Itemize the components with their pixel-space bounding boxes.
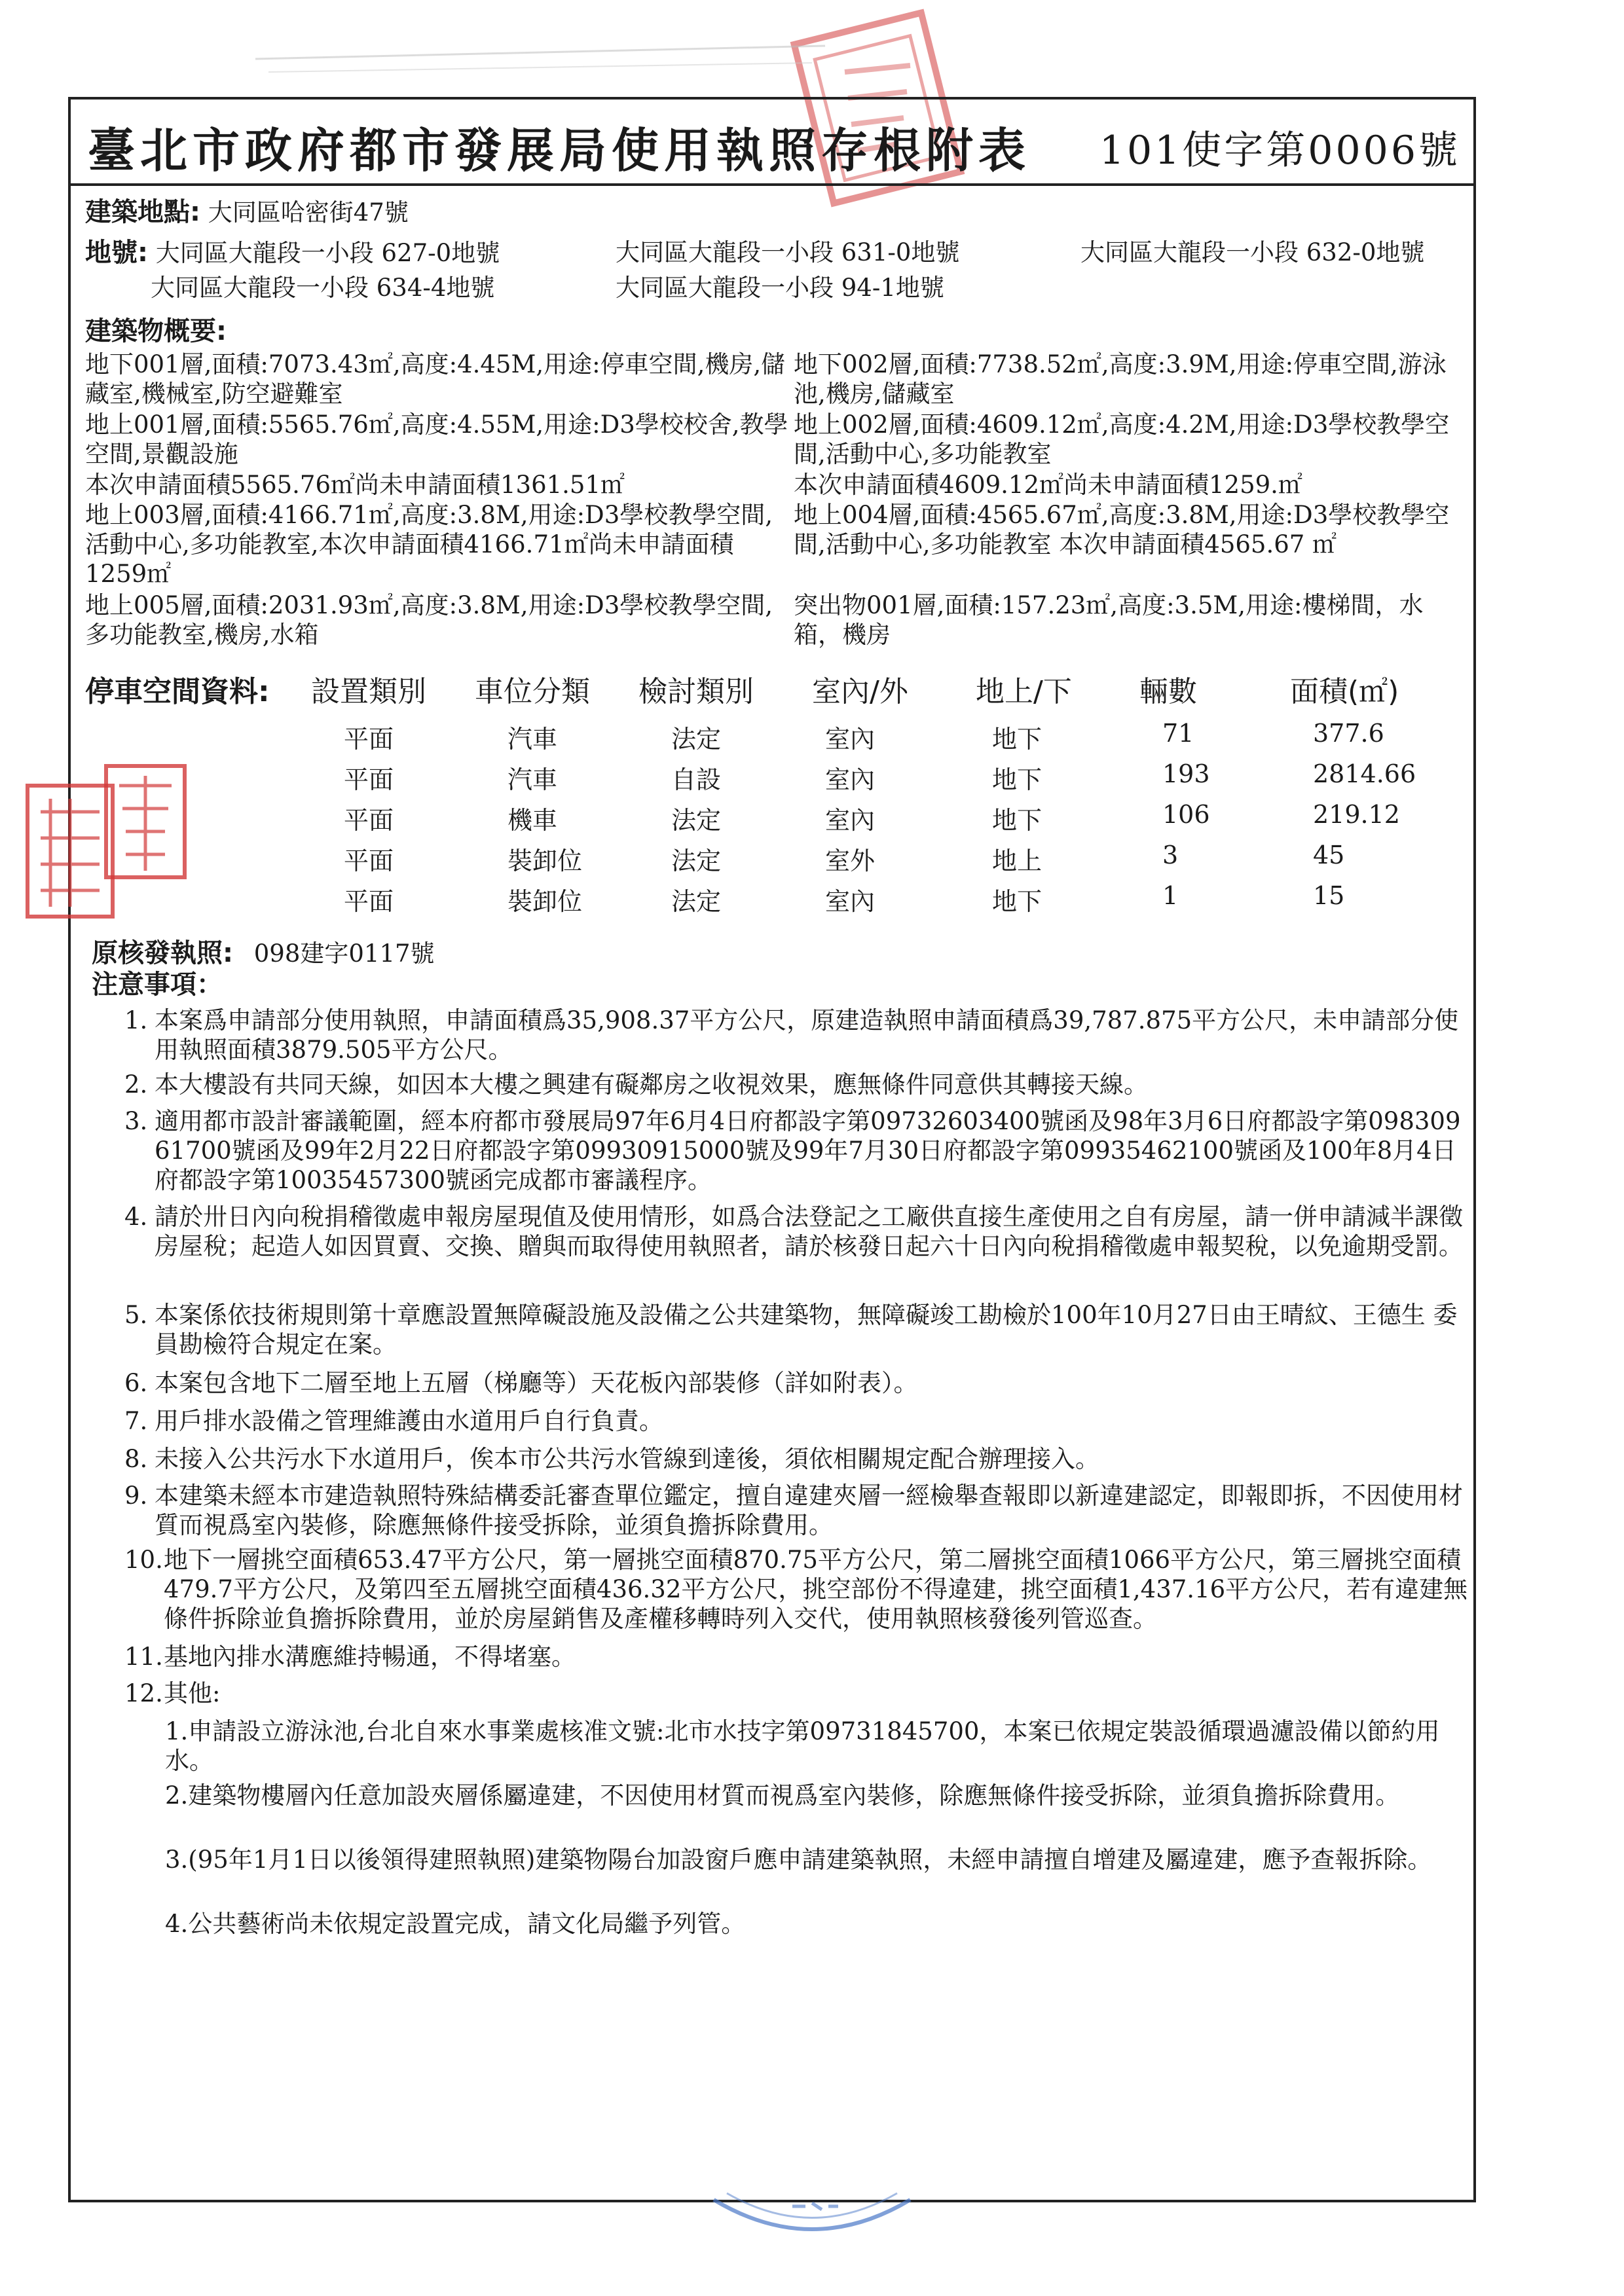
overview-right-4: 地上004層,面積:4565.67㎡,高度:3.8M,用途:D3學校教學空間,活動中心,多功能教室 本次申請面積4565.67 ㎡: [794, 501, 1450, 558]
table-cell: 106: [1162, 800, 1210, 829]
note-item: [124, 1444, 1473, 1474]
table-cell: 3: [1162, 841, 1179, 869]
parking-col-header: 車位分類: [475, 675, 590, 708]
table-cell: 裝卸位: [507, 847, 583, 875]
table-cell: 室內: [825, 806, 876, 835]
table-cell: 平面: [344, 847, 394, 875]
lot-item: 大同區大龍段一小段 627-0地號: [155, 239, 500, 267]
table-cell: 平面: [344, 887, 394, 916]
lot-item: 大同區大龍段一小段 634-4地號: [151, 274, 495, 302]
document-frame: [68, 97, 1476, 2202]
note-number: 7.: [124, 1407, 148, 1435]
overview-right-3: 本次申請面積4609.12㎡尚未申請面積1259.㎡: [794, 471, 1302, 499]
red-seal-stamp: [14, 759, 198, 930]
overview-label-text: 建築物概要:: [85, 316, 227, 346]
note-number: 11.: [124, 1643, 163, 1671]
table-cell: 377.6: [1313, 719, 1384, 748]
table-cell: 地下: [992, 806, 1043, 835]
table-cell: 71: [1162, 719, 1194, 748]
note-text: 本案係依技術規則第十章應設置無障礙設施及設備之公共建築物，無障礙竣工勘檢於100年10月27日由王晴紋、王德生 委員勘檢符合規定在案。: [155, 1301, 1458, 1358]
table-cell: 汽車: [507, 765, 558, 794]
table-cell: 法定: [671, 806, 722, 835]
note-item: [124, 1300, 1473, 1360]
note-number: 10.: [124, 1546, 163, 1574]
note-text: 適用都市設計審議範圍，經本府都市發展局97年6月4日府都設字第09732603400號函及98年3月6日府都設字第09830961700號函及99年2月22日府都設字第09930915000號及99年7月30日府都設字第09935462100號函及100年8月4日府都設字第10035457300號函完成都市審議程序。: [155, 1107, 1461, 1194]
note-item: [124, 1368, 1473, 1398]
table-cell: 法定: [671, 725, 722, 754]
note-number: 5.: [124, 1301, 148, 1329]
original-permit-row: [92, 939, 435, 968]
location-row: [85, 198, 409, 227]
table-cell: 室內: [825, 887, 876, 916]
note-number: 6.: [124, 1369, 148, 1397]
note-text: 其他:: [164, 1679, 221, 1707]
note-text: 用戶排水設備之管理維護由水道用戶自行負責。: [155, 1407, 663, 1435]
parking-col-header: 地上/下: [976, 675, 1072, 708]
table-cell: 室外: [825, 847, 876, 875]
overview-left-4: 地上003層,面積:4166.71㎡,高度:3.8M,用途:D3學校教學空間,活動中心,多功能教室,本次申請面積4166.71㎡尚未申請面積1259㎡: [85, 501, 773, 588]
note-number: 4.: [124, 1203, 148, 1231]
table-cell: 室內: [825, 725, 876, 754]
note-item: [124, 1202, 1473, 1294]
parking-col-header: 輛數: [1139, 675, 1197, 708]
note-item: [124, 1106, 1473, 1198]
table-cell: 汽車: [507, 725, 558, 754]
note-item: [124, 1006, 1473, 1066]
document-title: 臺北市政府都市發展局使用執照存根附表: [88, 122, 1031, 178]
lot-item: 大同區大龍段一小段 632-0地號: [1080, 238, 1425, 266]
table-cell: 2814.66: [1313, 759, 1416, 788]
table-cell: 平面: [344, 725, 394, 754]
note-number: 1.: [124, 1006, 148, 1034]
table-cell: 219.12: [1313, 800, 1400, 829]
overview-right-5: 突出物001層,面積:157.23㎡,高度:3.5M,用途:樓梯間，水箱，機房: [794, 591, 1424, 649]
note-text: 未接入公共污水下水道用戶，俟本市公共污水管線到達後，須依相關規定配合辦理接入。: [155, 1445, 1099, 1473]
note-number: 8.: [124, 1445, 148, 1473]
note-number: 2.: [124, 1070, 148, 1099]
blue-seal-stamp: [707, 2180, 917, 2259]
overview-left-5: 地上005層,面積:2031.93㎡,高度:3.8M,用途:D3學校教學空間,多功能教室,機房,水箱: [85, 591, 773, 649]
note-text: 本案爲申請部分使用執照，申請面積爲35,908.37平方公尺，原建造執照申請面積爲39,787.875平方公尺，未申請部分使用執照面積3879.505平方公尺。: [155, 1006, 1459, 1064]
note-number: 12.: [124, 1679, 163, 1707]
note-number: 9.: [124, 1482, 148, 1510]
table-cell: 裝卸位: [507, 887, 583, 916]
overview-right-1: 地下002層,面積:7738.52㎡,高度:3.9M,用途:停車空間,游泳池,機房,儲藏室: [794, 350, 1447, 408]
note-text: 請於卅日內向稅捐稽徵處申報房屋現值及使用情形，如爲合法登記之工廠供直接生產使用之自有房屋，請一併申請減半課徵房屋稅；起造人如因買賣、交換、贈與而取得使用執照者，請於核發日起六十日內向稅捐稽徵處申報契稅，以免逾期受罰。: [155, 1203, 1463, 1260]
table-cell: 機車: [507, 806, 558, 835]
note-number: 3.: [124, 1107, 148, 1135]
table-cell: 45: [1313, 841, 1345, 869]
note-item: [124, 1406, 1473, 1436]
table-cell: 平面: [344, 806, 394, 835]
note-text: 地下一層挑空面積653.47平方公尺，第一層挑空面積870.75平方公尺，第二層挑空面積1066平方公尺，第三層挑空面積479.7平方公尺，及第四至五層挑空面積436.32平方公尺，挑空部份不得違建，挑空面積1,437.16平方公尺，若有違建無條件拆除並負擔拆除費用，並於房屋銷售及產權移轉時列入交代，使用執照核發後列管巡查。: [164, 1546, 1468, 1633]
parking-col-header: 檢討類別: [638, 675, 754, 708]
permit-number: 101使字第0006號: [1099, 128, 1460, 173]
note-item: [124, 1679, 1473, 1709]
parking-col-header: 面積(㎡): [1290, 675, 1399, 708]
table-cell: 地下: [992, 725, 1043, 754]
table-cell: 地下: [992, 887, 1043, 916]
location-value: 大同區哈密街47號: [208, 198, 409, 227]
overview-right-2: 地上002層,面積:4609.12㎡,高度:4.2M,用途:D3學校教學空間,活動中心,多功能教室: [794, 410, 1450, 468]
overview-left-1: 地下001層,面積:7073.43㎡,高度:4.45M,用途:停車空間,機房,儲藏室,機械室,防空避難室: [85, 350, 786, 408]
top-faded-print: [249, 20, 838, 92]
table-cell: 地下: [992, 765, 1043, 794]
table-cell: 法定: [671, 847, 722, 875]
overview-label: [85, 317, 227, 346]
overview-left-3: 本次申請面積5565.76㎡尚未申請面積1361.51㎡: [85, 471, 625, 499]
note-item: [124, 1481, 1473, 1541]
note-text: 本建築未經本市建造執照特殊結構委託審查單位鑑定，擅自違建夾層一經檢舉查報即以新違建認定，即報即拆，不因使用材質而視爲室內裝修，除應無條件接受拆除，並須負擔拆除費用。: [155, 1482, 1463, 1539]
table-cell: 平面: [344, 765, 394, 794]
lot-item: 大同區大龍段一小段 94-1地號: [616, 274, 944, 302]
note-sub-item: 2.建築物樓層內任意加設夾層係屬違建，不因使用材質而視爲室內裝修，除應無條件接受拆除，並須負擔拆除費用。: [165, 1781, 1400, 1810]
table-cell: 193: [1162, 759, 1210, 788]
table-cell: 1: [1162, 881, 1179, 910]
note-item: [124, 1642, 1473, 1672]
note-item: [124, 1070, 1473, 1100]
notes-label: [92, 970, 223, 1000]
table-cell: 地上: [992, 847, 1043, 875]
notes-label-text: 注意事項：: [92, 970, 223, 1000]
original-permit-value: 098建字0117號: [253, 939, 435, 968]
lots-row-1: [85, 238, 500, 268]
parking-label: 停車空間資料:: [85, 675, 270, 708]
title-row: [71, 100, 1473, 186]
note-item: [124, 1545, 1473, 1637]
table-cell: 法定: [671, 887, 722, 916]
lots-label: 地號:: [85, 238, 148, 268]
note-sub-item: 1.申請設立游泳池,台北自來水事業處核准文號:北市水技字第09731845700，本案已依規定裝設循環過濾設備以節約用水。: [165, 1717, 1440, 1775]
original-permit-label: 原核發執照:: [92, 938, 233, 968]
note-text: 基地內排水溝應維持暢通，不得堵塞。: [164, 1643, 576, 1671]
lot-item: 大同區大龍段一小段 631-0地號: [616, 238, 960, 266]
location-label: 建築地點:: [85, 197, 200, 227]
overview-left-2: 地上001層,面積:5565.76㎡,高度:4.55M,用途:D3學校校舍,教學空間,景觀設施: [85, 410, 788, 468]
table-cell: 自設: [671, 765, 722, 794]
note-sub-item: 4.公共藝術尚未依規定設置完成，請文化局繼予列管。: [165, 1910, 746, 1938]
note-text: 本案包含地下二層至地上五層（梯廳等）天花板內部裝修（詳如附表）。: [155, 1369, 918, 1397]
table-cell: 室內: [825, 765, 876, 794]
table-cell: 15: [1313, 881, 1345, 910]
note-sub-item: 3.(95年1月1日以後領得建照執照)建築物陽台加設窗戶應申請建築執照，未經申請擅自增建及屬違建，應予查報拆除。: [165, 1846, 1432, 1874]
parking-col-header: 設置類別: [311, 675, 426, 708]
parking-col-header: 室內/外: [812, 675, 908, 708]
note-text: 本大樓設有共同天線，如因本大樓之興建有礙鄰房之收視效果，應無條件同意供其轉接天線。: [155, 1070, 1148, 1099]
